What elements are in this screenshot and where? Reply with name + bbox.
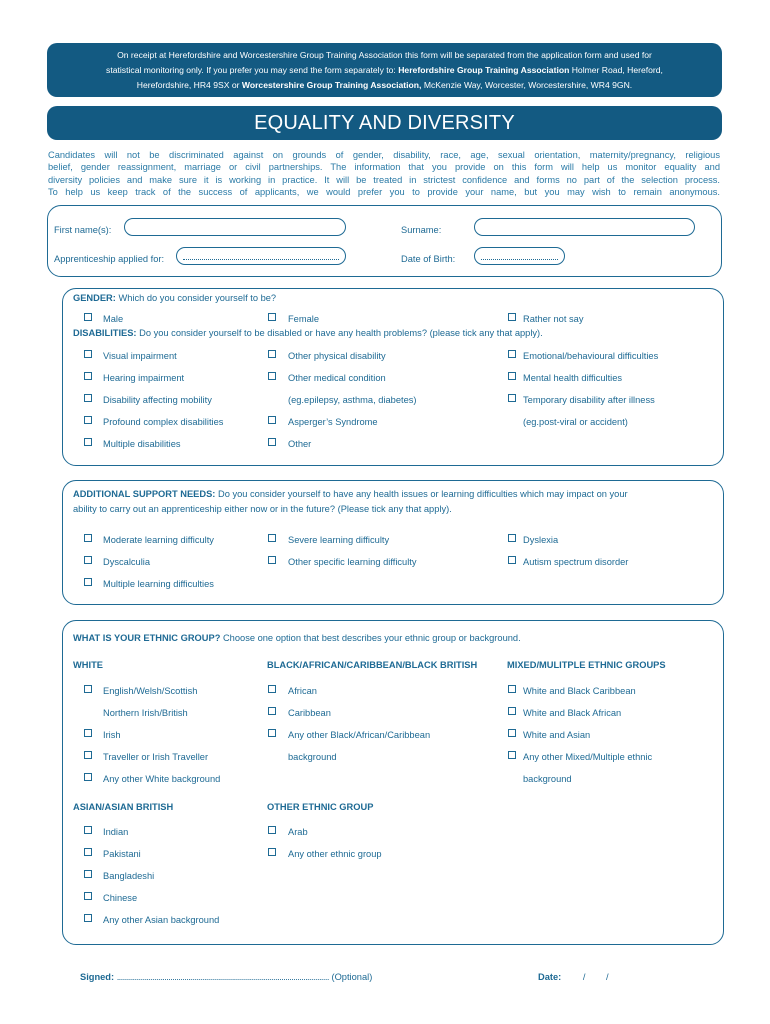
- apprenticeship-field[interactable]: [176, 247, 346, 265]
- option-label: Temporary disability after illness: [523, 395, 655, 405]
- checkbox[interactable]: [268, 556, 276, 564]
- gender-rather-not-say-checkbox[interactable]: [508, 313, 516, 321]
- support-question-2: ability to carry out an apprenticeship either now or in the future? (Please tick any that apply).: [73, 504, 452, 514]
- date-separator-1: /: [582, 972, 586, 982]
- option-label: Mental health difficulties: [523, 373, 623, 383]
- checkbox[interactable]: [268, 438, 276, 446]
- checkbox[interactable]: [508, 751, 516, 759]
- support-heading: [73, 489, 628, 499]
- checkbox[interactable]: [268, 372, 276, 380]
- option-label: Other specific learning difficulty: [288, 557, 417, 567]
- signature-line: [80, 972, 372, 982]
- option-label: Chinese: [103, 893, 138, 903]
- banner-line-1: On receipt at Herefordshire and Worcestershire Group Training Association this form will be separated from the application form and used for: [117, 49, 652, 60]
- option-label: White and Asian: [523, 730, 591, 740]
- gender-heading-label: GENDER:: [73, 293, 116, 303]
- black-group-title: BLACK/AFRICAN/CARIBBEAN/BLACK BRITISH: [267, 660, 478, 670]
- checkbox[interactable]: [84, 578, 92, 586]
- other-group-title: OTHER ETHNIC GROUP: [267, 802, 374, 812]
- asian-group-title: ASIAN/ASIAN BRITISH: [73, 802, 174, 812]
- ethnic-question: Choose one option that best describes your ethnic group or background.: [222, 633, 521, 643]
- checkbox[interactable]: [84, 848, 92, 856]
- intro-line-1: Candidates will not be discriminated against on grounds of gender, disability, race, age, sexual orientation, maternity/pregnancy, religious: [48, 150, 720, 160]
- option-label: background: [288, 752, 337, 762]
- banner-line-3-pre: Herefordshire, HR4 9SX or: [136, 79, 240, 90]
- ethnic-heading-label: WHAT IS YOUR ETHNIC GROUP?: [73, 633, 221, 643]
- checkbox[interactable]: [268, 848, 276, 856]
- option-label: Any other ethnic group: [288, 849, 382, 859]
- option-label: Northern Irish/British: [103, 708, 188, 718]
- banner-worcester-org: Worcestershire Group Training Association,: [241, 79, 422, 90]
- checkbox[interactable]: [84, 685, 92, 693]
- checkbox[interactable]: [84, 438, 92, 446]
- checkbox[interactable]: [84, 534, 92, 542]
- option-label: Caribbean: [288, 708, 331, 718]
- checkbox[interactable]: [268, 685, 276, 693]
- checkbox[interactable]: [84, 416, 92, 424]
- checkbox[interactable]: [508, 394, 516, 402]
- checkbox[interactable]: [84, 350, 92, 358]
- option-label: Emotional/behavioural difficulties: [523, 351, 659, 361]
- info-banner: [47, 43, 722, 97]
- date-label: Date:: [538, 972, 562, 982]
- option-label: English/Welsh/Scottish: [103, 686, 198, 696]
- option-label: Any other Black/African/Caribbean: [288, 730, 431, 740]
- gender-female-checkbox[interactable]: [268, 313, 276, 321]
- banner-line-2: [47, 63, 722, 78]
- option-label: Disability affecting mobility: [103, 395, 212, 405]
- option-label: Other medical condition: [288, 373, 386, 383]
- support-heading-label: ADDITIONAL SUPPORT NEEDS:: [73, 489, 216, 499]
- option-label: Pakistani: [103, 849, 141, 859]
- checkbox[interactable]: [508, 350, 516, 358]
- checkbox[interactable]: [508, 372, 516, 380]
- checkbox[interactable]: [268, 707, 276, 715]
- date-separator-2: /: [606, 972, 609, 982]
- option-label: Traveller or Irish Traveller: [103, 752, 209, 762]
- gender-male-label: Male: [103, 314, 124, 324]
- checkbox[interactable]: [84, 773, 92, 781]
- option-label: Multiple learning difficulties: [103, 579, 214, 589]
- intro-paragraph: [48, 149, 720, 198]
- gender-rather-not-say-label: Rather not say: [523, 314, 584, 324]
- dob-label: Date of Birth:: [401, 254, 456, 264]
- option-label: Autism spectrum disorder: [523, 557, 629, 567]
- option-label: African: [288, 686, 317, 696]
- surname-label: Surname:: [401, 225, 442, 235]
- option-label: White and Black Caribbean: [523, 686, 636, 696]
- date-line: [538, 972, 609, 982]
- dob-field[interactable]: [474, 247, 565, 265]
- option-label: Asperger’s Syndrome: [288, 417, 378, 427]
- option-label: Indian: [103, 827, 129, 837]
- option-label: background: [523, 774, 572, 784]
- option-label: Bangladeshi: [103, 871, 155, 881]
- option-label: Any other White background: [103, 774, 221, 784]
- option-label: Any other Asian background: [103, 915, 220, 925]
- option-label: Visual impairment: [103, 351, 177, 361]
- checkbox[interactable]: [84, 751, 92, 759]
- apprenticeship-label: Apprenticeship applied for:: [54, 254, 165, 264]
- option-label: White and Black African: [523, 708, 622, 718]
- first-name-field[interactable]: [124, 218, 346, 236]
- checkbox[interactable]: [508, 534, 516, 542]
- intro-line-3: diversity policies and make sure it is working in practice. It will be treated in strictest confidence and forms no part of the selection process.: [48, 174, 720, 185]
- surname-field[interactable]: [474, 218, 695, 236]
- option-note: (eg.post-viral or accident): [523, 417, 628, 427]
- banner-line-3-post: McKenzie Way, Worcester, Worcestershire, WR4 9GN.: [423, 79, 633, 90]
- checkbox[interactable]: [508, 556, 516, 564]
- checkbox[interactable]: [84, 372, 92, 380]
- option-label: Other physical disability: [288, 351, 386, 361]
- checkbox[interactable]: [84, 556, 92, 564]
- signed-label: Signed:: [80, 972, 115, 982]
- intro-line-2: belief, gender reassignment, marriage or civil partnerships. The information that you provide on this form will help us monitor equality and: [48, 162, 720, 173]
- first-name-label: First name(s):: [54, 225, 112, 235]
- option-label: Dyscalculia: [103, 557, 151, 567]
- signature-field[interactable]: ...........................................................................................................: [116, 972, 329, 982]
- option-label: Profound complex disabilities: [103, 417, 224, 427]
- checkbox[interactable]: [84, 914, 92, 922]
- banner-line-3: [47, 78, 722, 93]
- option-label: Other: [288, 439, 312, 449]
- disabilities-question: Do you consider yourself to be disabled or have any health problems? (please tick any that apply).: [139, 328, 543, 338]
- checkbox[interactable]: [508, 707, 516, 715]
- banner-line-2-pre: statistical monitoring only. If you prefer you may send the form separately to:: [106, 64, 396, 75]
- ethnic-heading: [73, 633, 521, 643]
- option-label: Any other Mixed/Multiple ethnic: [523, 752, 653, 762]
- disabilities-heading: [73, 328, 543, 338]
- intro-line-4: To help us keep track of the success of applicants, we would prefer you to provide your name, but you may wish to remain anonymous.: [48, 186, 720, 197]
- banner-line-2-post: Holmer Road, Hereford,: [571, 64, 663, 75]
- checkbox[interactable]: [84, 826, 92, 834]
- gender-female-label: Female: [288, 314, 320, 324]
- option-label: Dyslexia: [523, 535, 559, 545]
- checkbox[interactable]: [268, 350, 276, 358]
- checkbox[interactable]: [268, 416, 276, 424]
- white-group-title: WHITE: [73, 660, 103, 670]
- option-label: Hearing impairment: [103, 373, 185, 383]
- option-note: (eg.epilepsy, asthma, diabetes): [288, 395, 417, 405]
- mixed-group-title: MIXED/MULITPLE ETHNIC GROUPS: [507, 660, 666, 670]
- optional-note: (Optional): [331, 972, 373, 982]
- option-label: Arab: [288, 827, 308, 837]
- checkbox[interactable]: [508, 685, 516, 693]
- option-label: Moderate learning difficulty: [103, 535, 214, 545]
- checkbox[interactable]: [84, 892, 92, 900]
- banner-hereford-org: Herefordshire Group Training Association: [398, 64, 570, 75]
- personal-details-section: [47, 205, 722, 277]
- disabilities-heading-label: DISABILITIES:: [73, 328, 137, 338]
- checkbox[interactable]: [84, 394, 92, 402]
- page-title: EQUALITY AND DIVERSITY: [47, 106, 722, 140]
- support-question-1: Do you consider yourself to have any health issues or learning difficulties which may impact on your: [217, 489, 628, 499]
- checkbox[interactable]: [84, 870, 92, 878]
- gender-question: Which do you consider yourself to be?: [118, 293, 277, 303]
- option-label: Multiple disabilities: [103, 439, 181, 449]
- gender-heading: [73, 293, 276, 303]
- option-label: Irish: [103, 730, 121, 740]
- checkbox[interactable]: [508, 729, 516, 737]
- option-label: Severe learning difficulty: [288, 535, 390, 545]
- checkbox[interactable]: [268, 826, 276, 834]
- checkbox[interactable]: [268, 729, 276, 737]
- gender-male-checkbox[interactable]: [84, 313, 92, 321]
- checkbox[interactable]: [84, 729, 92, 737]
- checkbox[interactable]: [268, 534, 276, 542]
